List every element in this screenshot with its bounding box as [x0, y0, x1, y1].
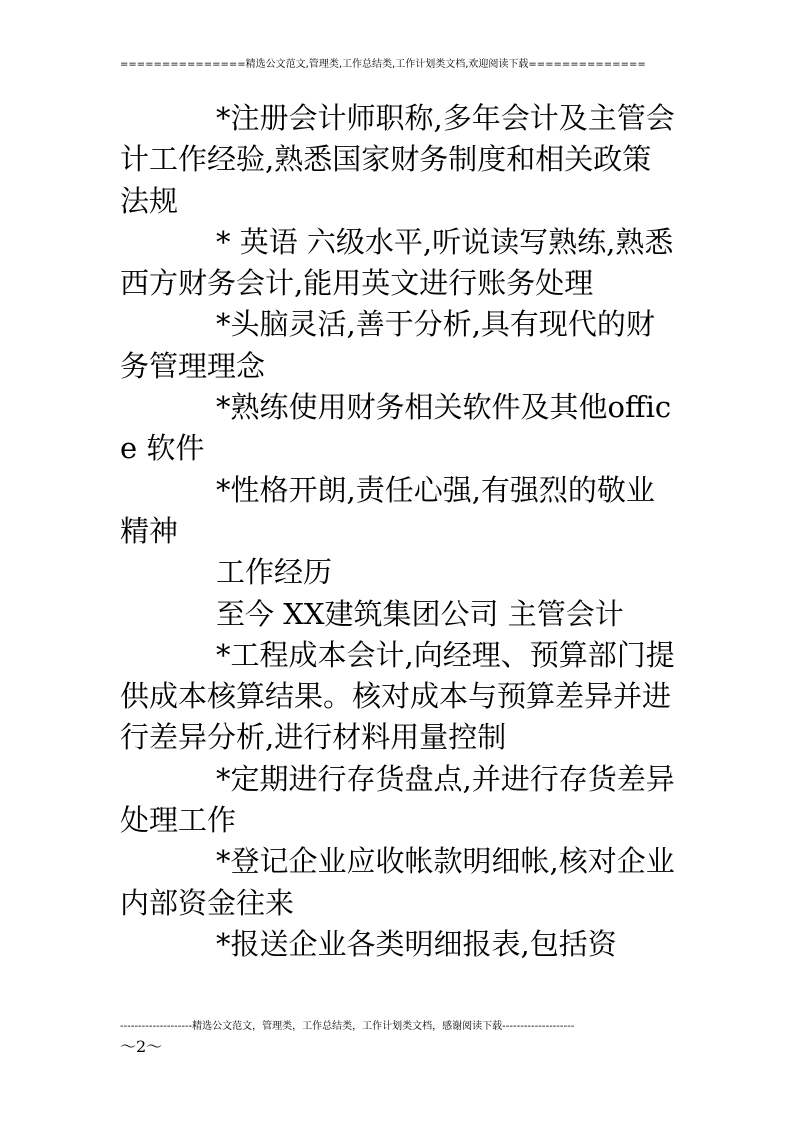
paragraph-qualification-english: * 英语 六级水平,听说读写熟练,熟悉西方财务会计,能用英文进行账务处理 [120, 224, 674, 301]
paragraph-job-title: 至今 XX建筑集团公司 主管会计 [216, 596, 624, 631]
section-heading-work-experience: 工作经历 [216, 555, 333, 590]
paragraph-duty-receivables: *登记企业应收帐款明细帐,核对企业内部资金往来 [120, 844, 675, 920]
paragraph-duty-reports: *报送企业各类明细报表,包括资 [216, 926, 617, 961]
page-header: ===============精选公文范文,管理类,工作总结类,工作计划类文档,欢迎阅读下载============== [120, 59, 646, 70]
paragraph-duty-cost-accounting: *工程成本会计,向经理、预算部门提供成本核算结果。核对成本与预算差异并进行差异分析,进行材料用量控制 [120, 637, 675, 755]
paragraph-qualification-software: *熟练使用财务相关软件及其他office 软件 [120, 390, 672, 466]
paragraph-qualification-thinking: *头脑灵活,善于分析,具有现代的财务管理理念 [120, 307, 655, 383]
page-number: ～2～ [120, 1037, 163, 1056]
document-body [120, 98, 680, 965]
page-footer: --------------------精选公文范文，管理类，工作总结类，工作计划类文档，感谢阅读下载-------------------- [120, 1021, 575, 1032]
paragraph-duty-inventory: *定期进行存货盘点,并进行存货差异处理工作 [120, 761, 675, 838]
paragraph-qualification-cpa: *注册会计师职称,多年会计及主管会计工作经验,熟悉国家财务制度和相关政策法规 [120, 101, 675, 218]
paragraph-qualification-personality: *性格开朗,责任心强,有强烈的敬业精神 [120, 472, 655, 548]
